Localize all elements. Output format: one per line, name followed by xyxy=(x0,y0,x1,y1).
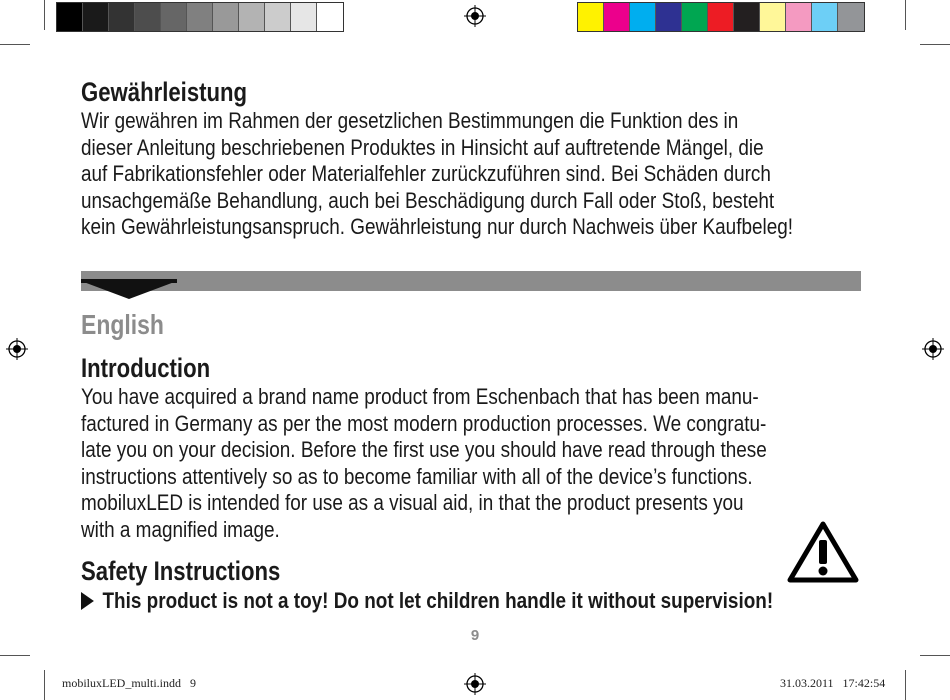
registration-mark-icon xyxy=(6,338,28,360)
crop-mark xyxy=(44,0,45,30)
introduction-section xyxy=(81,352,871,544)
crop-mark xyxy=(0,44,30,45)
color-swatch xyxy=(265,3,291,31)
safety-section xyxy=(81,555,881,615)
paragraph-line: dieser Anleitung beschriebenen Produktes in Hinsicht auf auftretende Mängel, die xyxy=(81,134,764,160)
paragraph-line: mobiluxLED is intended for use as a visual aid, in that the product presents you xyxy=(81,490,744,516)
color-swatch xyxy=(83,3,109,31)
introduction-paragraph xyxy=(81,384,767,544)
color-swatch-bar xyxy=(577,2,865,32)
registration-mark-icon xyxy=(922,338,944,360)
color-swatch xyxy=(682,3,708,31)
paragraph-line: You have acquired a brand name product from Eschenbach that has been manu- xyxy=(81,384,759,409)
registration-mark-icon xyxy=(464,673,486,695)
paragraph-line: late you on your decision. Before the first use you should have read through these xyxy=(81,437,767,463)
color-swatch xyxy=(109,3,135,31)
footer-datetime: 31.03.2011 17:42:54 xyxy=(780,676,886,690)
color-swatch xyxy=(656,3,682,31)
color-swatch xyxy=(317,3,343,31)
language-divider-bar xyxy=(81,271,861,291)
color-swatch xyxy=(838,3,864,31)
warranty-heading: Gewährleistung xyxy=(81,77,248,107)
color-swatch xyxy=(734,3,760,31)
color-swatch xyxy=(187,3,213,31)
color-swatch xyxy=(161,3,187,31)
paragraph-line: factured in Germany as per the most modern production processes. We congratu- xyxy=(81,410,767,436)
safety-item xyxy=(81,587,774,615)
warranty-paragraph xyxy=(81,108,794,241)
bullet-arrow-icon xyxy=(81,592,94,610)
crop-mark xyxy=(920,655,950,656)
paragraph-line: with a magnified image. xyxy=(81,516,280,542)
color-swatch xyxy=(213,3,239,31)
crop-mark xyxy=(905,670,906,700)
paragraph-line: auf Fabrikationsfehler oder Materialfehler zurückzuführen sind. Bei Schäden durch xyxy=(81,161,771,187)
color-swatch xyxy=(239,3,265,31)
paragraph-line: kein Gewährleistungsanspruch. Gewährleistung nur durch Nachweis über Kaufbeleg! xyxy=(81,214,794,240)
color-swatch xyxy=(630,3,656,31)
color-swatch xyxy=(291,3,317,31)
paragraph-line: instructions attentively so as to become familiar with all of the device’s functions. xyxy=(81,463,753,489)
footer-file-name: mobiluxLED_multi.indd 9 xyxy=(62,676,196,690)
crop-mark xyxy=(905,0,906,30)
color-swatch xyxy=(604,3,630,31)
crop-mark xyxy=(44,670,45,700)
introduction-heading: Introduction xyxy=(81,353,211,383)
paragraph-line: unsachgemäße Behandlung, auch bei Beschädigung durch Fall oder Stoß, besteht xyxy=(81,187,775,213)
language-title: English xyxy=(81,309,164,340)
warranty-section xyxy=(81,76,871,241)
down-arrow-icon xyxy=(81,281,177,299)
color-swatch xyxy=(812,3,838,31)
color-swatch xyxy=(760,3,786,31)
color-swatch xyxy=(135,3,161,31)
gray-swatch-bar xyxy=(56,2,344,32)
crop-mark xyxy=(0,655,30,656)
registration-mark-icon xyxy=(464,5,486,27)
color-swatch xyxy=(708,3,734,31)
color-swatch xyxy=(578,3,604,31)
color-swatch xyxy=(786,3,812,31)
paragraph-line: Wir gewähren im Rahmen der gesetzlichen Bestimmungen die Funktion des in xyxy=(81,108,739,133)
crop-mark xyxy=(920,44,950,45)
color-swatch xyxy=(57,3,83,31)
page-number: 9 xyxy=(470,627,480,644)
safety-heading: Safety Instructions xyxy=(81,556,281,586)
safety-item-text: This product is not a toy! Do not let children handle it without supervision! xyxy=(102,588,774,613)
